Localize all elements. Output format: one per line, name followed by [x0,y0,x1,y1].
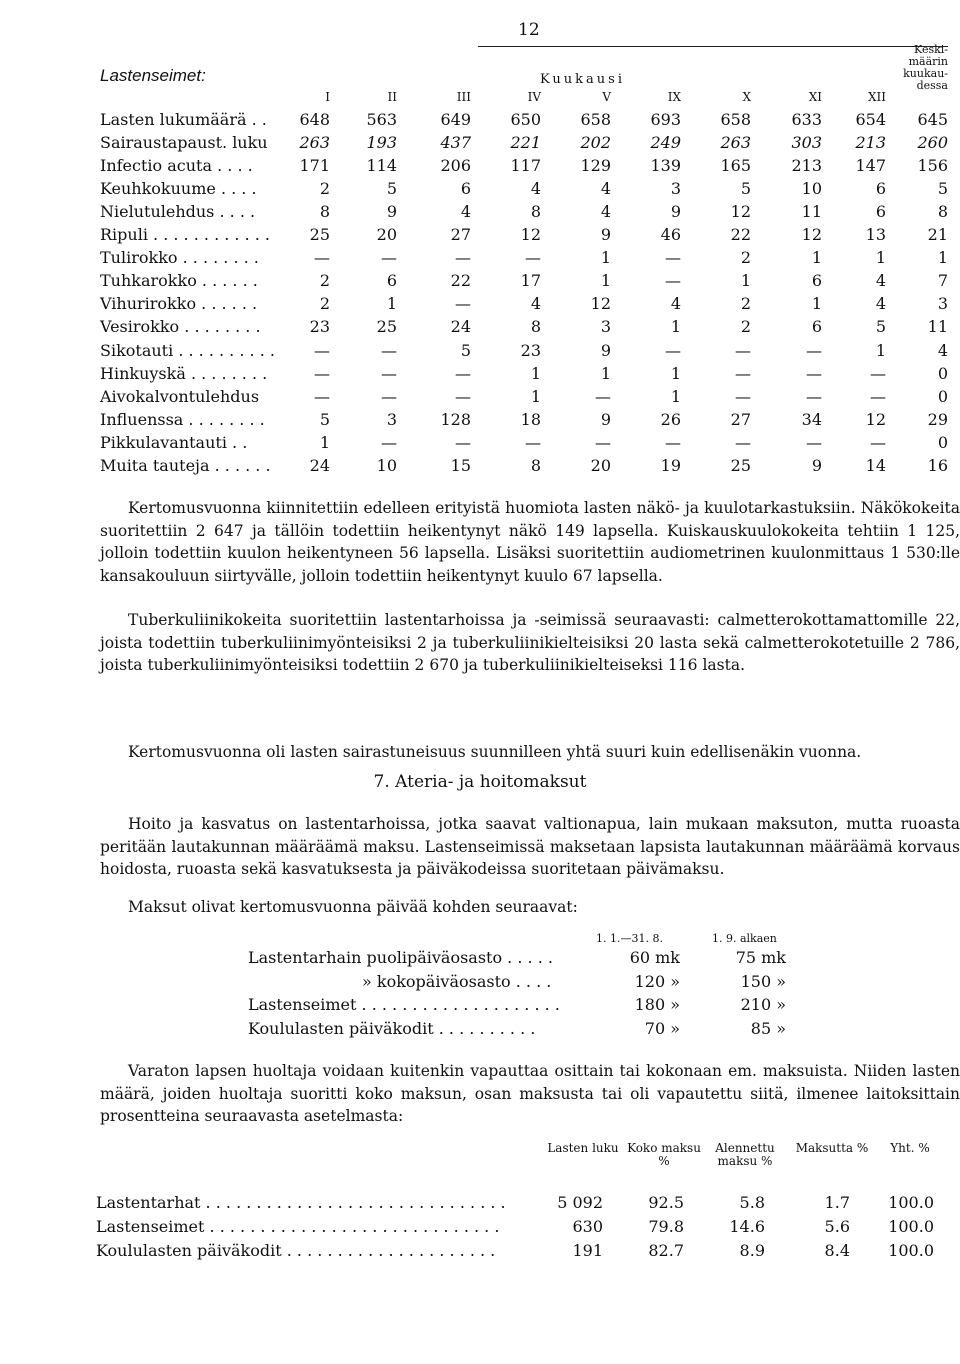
table-cell: 693 [650,110,681,129]
table-cell: 633 [791,110,822,129]
table-cell: — [870,432,886,452]
table-cell: 147 [855,156,886,176]
table-cell: — [665,248,681,268]
table-cell: 16 [927,455,948,475]
pct-cell: 100.0 [888,1193,934,1212]
table-cell: 17 [520,271,541,291]
table-cell: 7 [937,271,948,291]
table-cell: 1 [937,248,948,268]
table-cell: 6 [386,271,397,291]
table-cell: 6 [811,317,822,337]
table-cell: 2 [740,248,751,268]
table-cell: 12 [801,225,822,245]
pct-header: Yht. % [890,1141,930,1155]
pct-cell: 100.0 [888,1217,934,1236]
table-cell: 2 [740,294,751,314]
table-cell: — [455,432,471,452]
table-cell: 9 [670,202,681,222]
table-cell: — [381,340,397,360]
table-cell: 13 [865,225,886,245]
table-cell: 8 [319,202,330,222]
month-header: V [602,90,611,104]
table-cell: 22 [450,271,471,291]
table-cell: 206 [440,156,471,176]
pct-row-label: Koululasten päiväkodit . . . . . . . . . . . . . . . . . . . . . [96,1241,496,1260]
table-cell: — [665,340,681,360]
table-cell: 5 [319,409,330,429]
table-cell: 12 [520,225,541,245]
table-cell: — [595,386,611,406]
table-cell: 9 [811,455,822,475]
pct-header: Lasten luku [547,1141,619,1155]
fee-label: Koululasten päiväkodit . . . . . . . . . . [248,1018,536,1038]
table-cell: 1 [875,340,886,360]
table-cell: 25 [730,455,751,475]
paragraph: Kertomusvuonna kiinnitettiin edelleen erityistä huomiota lasten näkö- ja kuulotarkastuksiin. Näkökokeita suoritettiin 2 647 ja tällöin todettiin heikentynyt näkö 149 lapsella. Kuiskauskuulokokeita tehtiin 1 125, jolloin todettiin kuulon heikentyneen 56 lapsella. Lisäksi suoritettiin audiometrinen kuulonmittaus 1 530:lle kansakouluun siirtyvälle, jolloin todettiin heikentynyt kuulo 67 lapsella. [100,499,960,585]
table-cell: 202 [580,133,611,153]
pct-cell: 8.4 [824,1241,850,1260]
pct-cell: 5.8 [739,1193,765,1212]
pct-header: Alennettu maksu % [715,1141,775,1168]
table-cell: 649 [440,110,471,129]
table-cell: 27 [730,409,751,429]
table-cell: 2 [740,317,751,337]
fee-value-2: 210 » [740,995,786,1014]
pct-row-label: Lastentarhat . . . . . . . . . . . . . . . . . . . . . . . . . . . . . . [96,1193,506,1212]
table-cell: 0 [937,363,948,383]
row-label: Keuhkokuume . . . . [100,179,257,199]
fee-label: » kokopäiväosasto . . . . [362,971,552,991]
month-header: X [742,90,751,104]
table-cell: — [735,386,751,406]
table-cell: 9 [386,202,397,222]
table-cell: 437 [440,133,471,153]
table-cell: — [381,432,397,452]
row-label: Tuhkarokko . . . . . . [100,271,258,291]
table-cell: — [665,271,681,291]
pct-cell: 630 [572,1217,603,1236]
table-cell: 20 [376,225,397,245]
row-label: Muita tauteja . . . . . . [100,455,271,475]
table-cell: 1 [600,271,611,291]
table-cell: 5 [386,179,397,199]
table-cell: 4 [600,179,611,199]
table-cell: — [806,386,822,406]
table-cell: — [455,248,471,268]
table-cell: — [870,386,886,406]
table-cell: 171 [299,156,330,176]
table-cell: 19 [660,455,681,475]
month-header: II [387,90,397,104]
table-cell: 6 [460,179,471,199]
table-cell: 22 [730,225,751,245]
page-number: 12 [518,20,540,40]
table-cell: — [806,432,822,452]
pct-cell: 82.7 [648,1241,684,1260]
paragraph: Hoito ja kasvatus on lastentarhoissa, jotka saavat valtionapua, lain mukaan maksuton, mutta ruoasta peritään lautakunnan määräämä maksu. Lastenseimissä maksetaan lapsista lautakunnan määräämä korvaus hoidosta, ruoasta sekä kasvatuksesta ja päiväkodeissa suoritetaan päivämaksu. [100,815,960,878]
table-cell: 4 [670,294,681,314]
table-cell: 12 [865,409,886,429]
row-label: Vesirokko . . . . . . . . [100,317,261,337]
table-cell: 4 [875,294,886,314]
table-cell: 650 [510,110,541,129]
table-cell: 26 [660,409,681,429]
month-header: XII [867,90,886,104]
table-cell: — [314,386,330,406]
table-cell: 193 [366,133,397,153]
table-cell: 4 [875,271,886,291]
table-cell: — [455,363,471,383]
row-label: Lasten lukumäärä . . [100,110,267,129]
fee-value-2: 75 mk [735,948,786,967]
table-cell: 563 [366,110,397,129]
average-header: Keski-määrin kuukau-dessa [903,43,948,92]
table-cell: — [735,432,751,452]
table-cell: 165 [720,156,751,176]
table-cell: 18 [520,409,541,429]
table-cell: 1 [530,363,541,383]
table-cell: 8 [530,455,541,475]
table-cell: — [870,363,886,383]
table-cell: 1 [811,294,822,314]
table-cell: 8 [530,317,541,337]
table-cell: — [525,432,541,452]
month-header: IX [667,90,681,104]
table-cell: 24 [309,455,330,475]
table-cell: 645 [917,110,948,129]
row-label: Vihurirokko . . . . . . [100,294,258,314]
row-label: Aivokalvontulehdus [100,386,260,406]
month-header: XI [808,90,822,104]
table-cell: — [595,432,611,452]
pct-cell: 191 [572,1241,603,1260]
table-cell: 648 [299,110,330,129]
table-cell: 1 [670,363,681,383]
table-cell: 5 [875,317,886,337]
table-cell: 3 [670,179,681,199]
pct-header: Koko maksu % [627,1141,701,1168]
table-cell: 23 [520,340,541,360]
table-cell: 9 [600,409,611,429]
table-cell: 1 [811,248,822,268]
table-cell: 8 [937,202,948,222]
table-cell: 1 [386,294,397,314]
table-cell: 1 [530,386,541,406]
table-cell: — [735,363,751,383]
table-cell: — [314,363,330,383]
row-label: Nielutulehdus . . . . [100,202,256,222]
pct-cell: 14.6 [729,1217,765,1236]
pct-cell: 1.7 [824,1193,850,1212]
paragraph: Tuberkuliinikokeita suoritettiin lastentarhoissa ja -seimissä seuraavasti: calmetterokottamattomille 22, joista todettiin tuberkuliinimyönteisiksi 2 ja tuberkuliinikielteisiksi 20 lasta sekä calmetterokotetuille 2 786, joista tuberkuliinimyönteisiksi todettiin 2 670 ja tuberkuliinikielteiseksi 116 lasta. [100,611,960,674]
row-label: Hinkuyskä . . . . . . . . [100,363,268,383]
table-cell: 11 [927,317,948,337]
table-cell: 1 [740,271,751,291]
table-cell: 117 [510,156,541,176]
table-cell: 2 [319,271,330,291]
pct-cell: 92.5 [648,1193,684,1212]
table-cell: — [455,386,471,406]
table-cell: 5 [740,179,751,199]
table-cell: 4 [937,340,948,360]
table-cell: 263 [299,133,330,153]
table-cell: 8 [530,202,541,222]
row-label: Influenssa . . . . . . . . [100,409,265,429]
fee-value-2: 85 » [750,1018,786,1038]
table-cell: 20 [590,455,611,475]
table-cell: 34 [801,409,822,429]
row-label: Sairaustapaust. luku [100,133,268,153]
table-cell: 25 [309,225,330,245]
table-cell: — [735,340,751,360]
fee-col2-header: 1. 9. alkaen [712,932,777,945]
table-cell: — [381,248,397,268]
table-cell: 10 [376,455,397,475]
table-cell: 6 [875,179,886,199]
table-cell: 658 [580,110,611,129]
table-cell: 4 [530,294,541,314]
table-cell: 654 [855,110,886,129]
row-label: Tulirokko . . . . . . . . [100,248,259,268]
table-cell: 114 [366,156,397,176]
table-cell: 4 [600,202,611,222]
fee-value-1: 120 » [634,971,680,991]
table-cell: — [314,340,330,360]
table-title: Lastenseimet: [100,66,206,85]
table-cell: 3 [600,317,611,337]
row-label: Ripuli . . . . . . . . . . . . [100,225,271,245]
table-cell: 221 [510,133,541,153]
table-cell: 303 [791,133,822,153]
table-cell: 139 [650,156,681,176]
table-cell: 12 [730,202,751,222]
table-cell: 23 [309,317,330,337]
table-cell: 24 [450,317,471,337]
pct-cell: 79.8 [648,1217,684,1236]
table-cell: 1 [319,432,330,452]
table-cell: 4 [530,179,541,199]
month-group-header: Kuukausi [540,72,626,87]
table-cell: 11 [801,202,822,222]
table-cell: 27 [450,225,471,245]
fee-label: Lastenseimet . . . . . . . . . . . . . . . . . . . . [248,995,560,1014]
table-cell: 2 [319,179,330,199]
fee-value-1: 70 » [644,1018,680,1038]
row-label: Pikkulavantauti . . [100,432,248,452]
table-cell: 25 [376,317,397,337]
table-cell: — [381,363,397,383]
table-cell: 213 [791,156,822,176]
table-cell: 9 [600,340,611,360]
table-cell: 5 [937,179,948,199]
table-cell: 213 [855,133,886,153]
table-cell: 0 [937,386,948,406]
paragraph: Kertomusvuonna oli lasten sairastuneisuus suunnilleen yhtä suuri kuin edellisenäkin vuonna. [128,743,862,761]
table-cell: 156 [917,156,948,176]
table-cell: — [665,432,681,452]
table-cell: 14 [865,455,886,475]
table-cell: 129 [580,156,611,176]
table-cell: 260 [917,133,948,153]
pct-cell: 100.0 [888,1241,934,1260]
table-cell: 3 [386,409,397,429]
table-cell: 12 [590,294,611,314]
fee-label: Lastentarhain puolipäiväosasto . . . . . [248,948,553,967]
table-cell: — [806,340,822,360]
month-header: IV [527,90,541,104]
table-cell: 128 [440,409,471,429]
table-cell: — [455,294,471,314]
table-cell: 658 [720,110,751,129]
table-cell: — [314,248,330,268]
row-label: Infectio acuta . . . . [100,156,253,176]
table-cell: 6 [811,271,822,291]
table-cell: — [806,363,822,383]
table-cell: 1 [670,317,681,337]
table-cell: 1 [670,386,681,406]
section-heading: 7. Ateria- ja hoitomaksut [373,772,587,792]
table-cell: — [381,386,397,406]
table-cell: 6 [875,202,886,222]
table-cell: 3 [937,294,948,314]
paragraph-exemptions: Varaton lapsen huoltaja voidaan kuitenkin vapauttaa osittain tai kokonaan em. maksuista. Niiden lasten määrä, joiden huoltaja suoritti koko maksun, osan maksusta tai oli vapautettu siitä, ilmenee laitoksittain prosentteina seuraavasta asetelmasta: [100,1062,960,1125]
table-cell: — [525,248,541,268]
header-rule [478,46,948,47]
month-header: I [325,90,330,104]
table-cell: 263 [720,133,751,153]
pct-cell: 5.6 [824,1217,850,1236]
fee-value-1: 60 mk [629,948,680,967]
month-header: III [456,90,471,104]
fee-col1-header: 1. 1.—31. 8. [596,932,663,945]
table-cell: 5 [460,340,471,360]
table-cell: 1 [875,248,886,268]
table-cell: 15 [450,455,471,475]
pct-header: Maksutta % [795,1141,869,1155]
fee-value-1: 180 » [634,995,680,1014]
fee-value-2: 150 » [740,971,786,991]
table-cell: 1 [600,248,611,268]
table-cell: 10 [801,179,822,199]
row-label: Sikotauti . . . . . . . . . . [100,340,275,360]
table-cell: 46 [660,225,681,245]
pct-row-label: Lastenseimet . . . . . . . . . . . . . . . . . . . . . . . . . . . . . [96,1217,500,1236]
table-cell: 1 [600,363,611,383]
table-cell: 249 [650,133,681,153]
table-cell: 4 [460,202,471,222]
table-cell: 0 [937,432,948,452]
table-cell: 2 [319,294,330,314]
table-cell: 9 [600,225,611,245]
table-cell: 21 [927,225,948,245]
paragraph: Maksut olivat kertomusvuonna päivää kohden seuraavat: [128,898,578,916]
table-cell: 29 [927,409,948,429]
pct-cell: 8.9 [739,1241,765,1260]
pct-cell: 5 092 [557,1193,603,1212]
